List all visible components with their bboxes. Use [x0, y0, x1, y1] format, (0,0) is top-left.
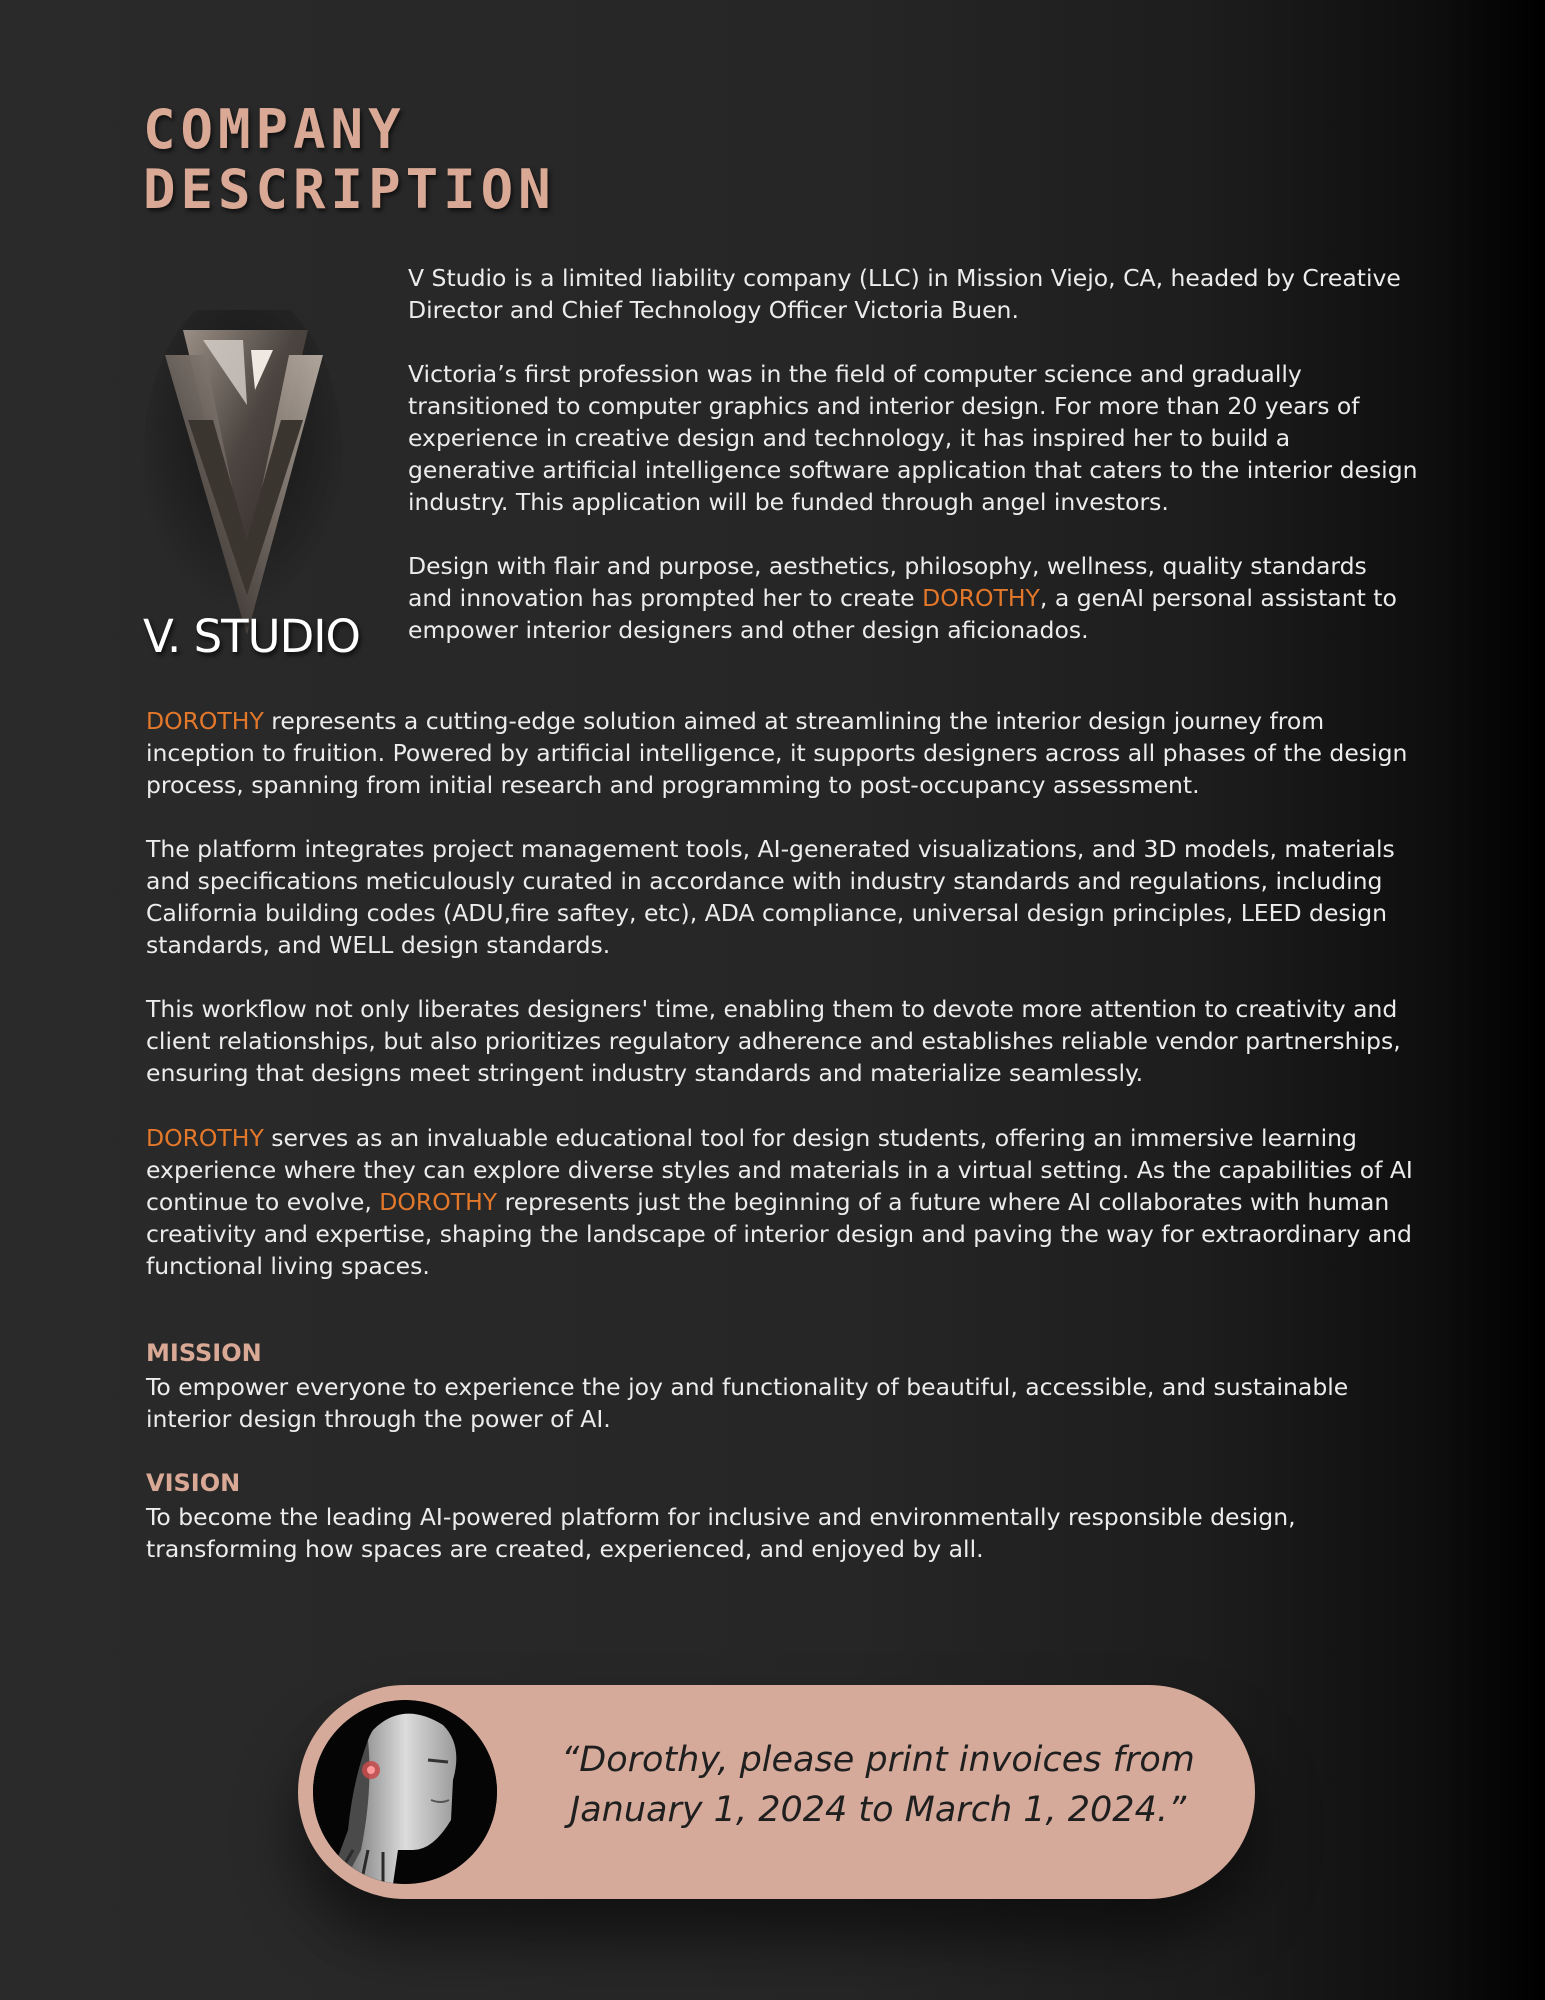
vision-label: VISION — [146, 1469, 241, 1497]
dorothy-highlight: DOROTHY — [379, 1188, 498, 1216]
robot-avatar — [313, 1700, 497, 1884]
body-p1-text: represents a cutting-edge solution aimed at streamlining the interior design journey from inception to fruition. Powered by artificial intelligence, it supports designers across all phases of the design process, spanning from initial research and programming to post-occupancy assessment. — [146, 707, 1408, 799]
body-paragraph-4 — [146, 1122, 1416, 1282]
vision-text: To become the leading AI-powered platform for inclusive and environmentally responsible design, transforming how spaces are created, experienced, and enjoyed by all. — [146, 1503, 1296, 1563]
intro-paragraph-3 — [408, 550, 1418, 646]
logo-wordmark: V. STUDIO — [143, 610, 360, 663]
body-paragraph-2: The platform integrates project management tools, AI-generated visualizations, and 3D models, materials and specifications meticulously curated in accordance with industry standards and regulations, including California building codes (ADU,fire saftey, etc), ADA compliance, universal design principles, LEED design standards, and WELL design standards. — [146, 835, 1395, 959]
intro-paragraph-1: V Studio is a limited liability company (LLC) in Mission Viejo, CA, headed by Creative Director and Chief Technology Officer Victoria Buen. — [408, 264, 1401, 324]
intro-paragraph-2: Victoria’s first profession was in the field of computer science and gradually transitioned to computer graphics and interior design. For more than 20 years of experience in creative design and technology, it has inspired her to build a generative artificial intelligence software application that caters to the interior design industry. This application will be funded through angel investors. — [408, 360, 1418, 516]
body-paragraph-1 — [146, 705, 1416, 801]
quote-pill — [298, 1685, 1255, 1899]
intro-p3-text-b: , a genAI personal assistant to empower interior designers and other design aficionados. — [408, 584, 1397, 644]
mission-label: MISSION — [146, 1339, 262, 1367]
quote-line-2: January 1, 2024 to March 1, 2024.” — [569, 1790, 1187, 1830]
mission-text: To empower everyone to experience the joy and functionality of beautiful, accessible, and sustainable interior design through the power of AI. — [146, 1373, 1349, 1433]
body-p4-text-a: serves as an invaluable educational tool for design students, offering an immersive learning experience where they can explore diverse styles and materials in a virtual setting. As the capabilities of AI continue to evolve, — [146, 1124, 1413, 1216]
quote-line-1: “Dorothy, please print invoices from — [561, 1740, 1195, 1780]
body-p4-text-b: represents just the beginning of a future where AI collaborates with human creativity and expertise, shaping the landscape of interior design and paving the way for extraordinary and functional living spaces. — [146, 1188, 1412, 1280]
intro-p3-text-a: Design with flair and purpose, aesthetics, philosophy, wellness, quality standards and innovation has prompted her to create — [408, 552, 1367, 612]
dorothy-highlight: DOROTHY — [922, 584, 1040, 612]
page-title-line-1: COMPANY — [143, 98, 406, 161]
page-title-line-2: DESCRIPTION — [143, 158, 556, 221]
robot-head-icon — [313, 1700, 497, 1884]
quote-text — [528, 1735, 1228, 1835]
page-title — [143, 100, 556, 220]
dorothy-highlight: DOROTHY — [146, 707, 264, 735]
dorothy-highlight: DOROTHY — [146, 1124, 264, 1152]
body-paragraph-3: This workflow not only liberates designers' time, enabling them to devote more attention to creativity and client relationships, but also prioritizes regulatory adherence and establishes reliable vendor partnerships, ensuring that designs meet stringent industry standards and materialize seamlessly. — [146, 995, 1401, 1087]
